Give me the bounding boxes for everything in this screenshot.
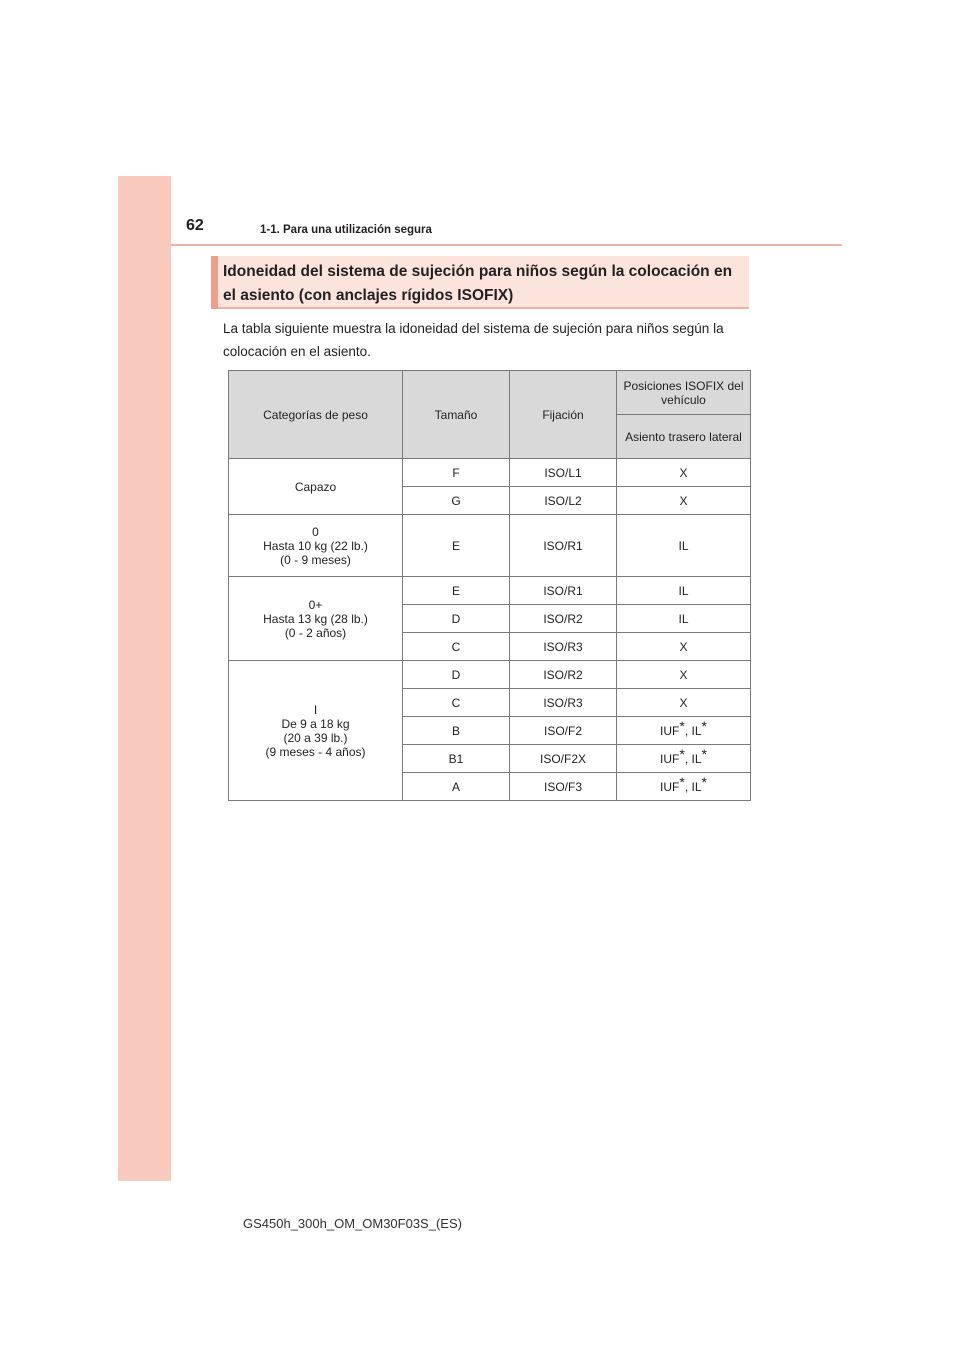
footnote-star: * [679,773,685,790]
category-line: (20 a 39 lb.) [283,730,348,745]
page-number: 62 [186,217,204,234]
category-line: 0 [312,524,319,539]
subtitle-heading: Idoneidad del sistema de sujeción para niños según la colocación en el asiento (con anclajes rígidos ISOFIX) [223,263,733,304]
fixture-cell: ISO/L1 [510,459,617,487]
fixture-cell: ISO/F2X [510,745,617,773]
category-line: Hasta 13 kg (28 lb.) [263,611,368,626]
header-rear-outboard: Asiento trasero lateral [617,415,751,459]
size-cell: C [403,633,510,661]
size-cell: D [403,605,510,633]
size-cell: G [403,487,510,515]
suitability-cell: X [617,487,751,515]
page-side-tab [118,176,171,1181]
size-cell: F [403,459,510,487]
suitability-value: IL [691,723,702,738]
category-line: (0 - 2 años) [284,625,347,640]
footnote-star: * [701,717,707,734]
size-cell: C [403,689,510,717]
suitability-cell: IL [617,515,751,577]
fixture-cell: ISO/F3 [510,773,617,801]
table-row [229,515,751,577]
suitability-cell: IL [617,605,751,633]
header-weight-category: Categorías de peso [229,371,403,459]
suitability-cell: X [617,459,751,487]
weight-category-cell [229,577,403,661]
weight-category-cell [229,515,403,577]
suitability-value: IL [691,779,702,794]
suitability-value: IUF [660,779,680,794]
weight-category-cell [229,661,403,801]
category-line: (0 - 9 meses) [280,552,351,567]
fixture-cell: ISO/F2 [510,717,617,745]
suitability-cell [617,745,751,773]
category-line: Hasta 10 kg (22 lb.) [263,538,368,553]
suitability-value: IL [691,751,702,766]
size-cell: E [403,515,510,577]
suitability-cell: X [617,633,751,661]
category-line: I [313,702,318,717]
separator: , [684,779,692,794]
table-body [229,459,751,801]
header-isofix-positions: Posiciones ISOFIX del vehículo [617,371,751,415]
table-row [229,459,751,487]
size-cell: E [403,577,510,605]
size-cell: B [403,717,510,745]
footnote-star: * [701,745,707,762]
size-cell: B1 [403,745,510,773]
fixture-cell: ISO/R2 [510,605,617,633]
category-line: De 9 a 18 kg [281,716,350,731]
footer-document-code: GS450h_300h_OM_OM30F03S_(ES) [243,1216,462,1231]
suitability-cell: IL [617,577,751,605]
section-title: 1-1. Para una utilización segura [260,224,432,236]
category-line: (9 meses - 4 años) [265,744,366,759]
fixture-cell: ISO/R1 [510,515,617,577]
fixture-cell: ISO/R3 [510,633,617,661]
separator: , [684,723,692,738]
category-line: Capazo [294,479,337,494]
footnote-star: * [679,745,685,762]
intro-paragraph: La tabla siguiente muestra la idoneidad del sistema de sujeción para niños según la colocación en el asiento. [223,321,724,359]
footnote-star: * [701,773,707,790]
category-line: 0+ [308,597,323,612]
fixture-cell: ISO/R1 [510,577,617,605]
suitability-cell [617,717,751,745]
fixture-cell: ISO/R2 [510,661,617,689]
weight-category-cell [229,459,403,515]
suitability-value: IUF [660,723,680,738]
isofix-suitability-table [228,370,751,801]
footnote-star: * [679,717,685,734]
subtitle-accent-bar [211,256,218,309]
header-size: Tamaño [403,371,510,459]
size-cell: A [403,773,510,801]
header-fixture: Fijación [510,371,617,459]
suitability-cell [617,773,751,801]
suitability-cell: X [617,661,751,689]
suitability-cell: X [617,689,751,717]
fixture-cell: ISO/L2 [510,487,617,515]
table-row [229,577,751,605]
separator: , [684,751,692,766]
table-row [229,661,751,689]
fixture-cell: ISO/R3 [510,689,617,717]
size-cell: D [403,661,510,689]
header-rule [171,244,842,246]
suitability-value: IUF [660,751,680,766]
